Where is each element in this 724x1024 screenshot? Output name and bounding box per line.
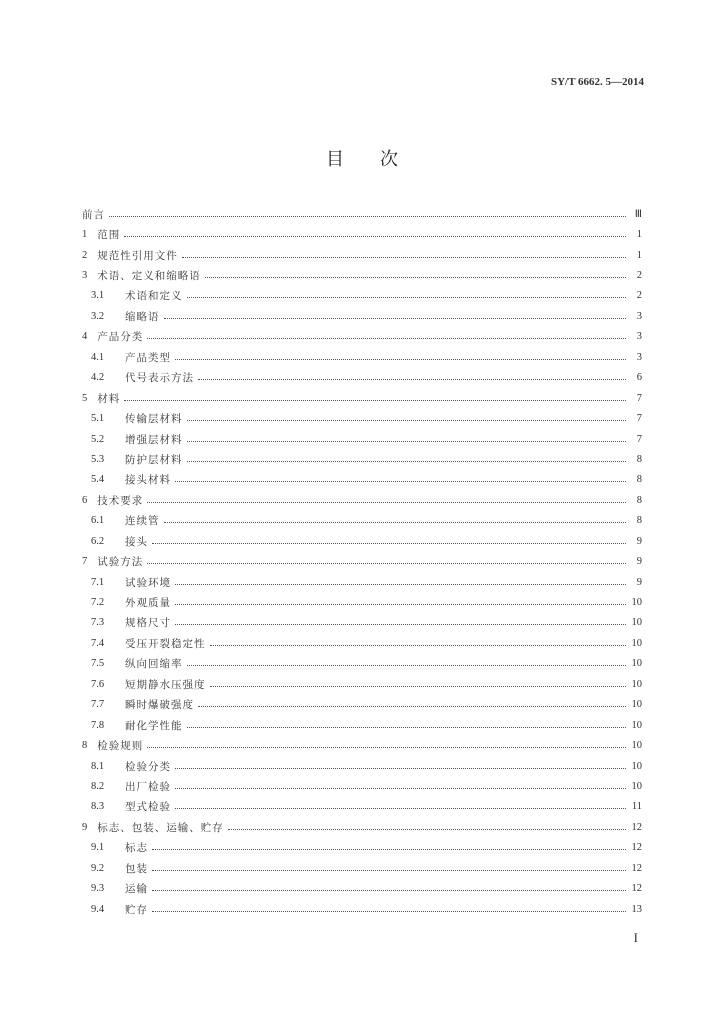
dot-leader (109, 216, 626, 217)
toc-entry-page: 8 (636, 474, 642, 486)
toc-entry-label: 包装 (125, 862, 148, 875)
toc-entry[interactable] (82, 899, 642, 919)
toc-entry-label: 产品类型 (125, 351, 171, 364)
dot-leader (175, 624, 626, 625)
toc-entry[interactable] (82, 449, 642, 469)
toc-entry-page: 12 (631, 862, 642, 874)
dot-leader (175, 584, 626, 585)
toc-entry-label: 范围 (97, 229, 121, 242)
toc-entry-page: 12 (631, 842, 642, 854)
toc-entry-number: 8 (82, 740, 88, 752)
toc-entry-page: 6 (636, 372, 642, 384)
toc-entry-page: 2 (636, 290, 642, 302)
toc-entry[interactable] (82, 695, 642, 715)
toc-entry-number: 5.4 (91, 474, 105, 486)
toc-entry-label: 规格尺寸 (125, 617, 171, 630)
toc-entry-label: 标志、包装、运输、贮存 (97, 821, 224, 834)
toc-entry-number: 2 (82, 249, 88, 261)
toc-entry[interactable] (82, 735, 642, 755)
dot-leader (187, 441, 627, 442)
toc-entry-label: 标志 (125, 842, 148, 855)
dot-leader (210, 645, 627, 646)
toc-entry-label: 防护层材料 (125, 453, 183, 466)
dot-leader (175, 481, 626, 482)
toc-entry-page: 9 (636, 576, 642, 588)
dot-leader (147, 338, 626, 339)
toc-entry-number: 9.2 (91, 862, 105, 874)
dot-leader (175, 808, 626, 809)
toc-entry-number: 7.7 (91, 699, 105, 711)
toc-entry[interactable] (82, 531, 642, 551)
toc-entry[interactable] (82, 776, 642, 796)
dot-leader (152, 870, 626, 871)
dot-leader (152, 849, 626, 850)
toc-entry-label: 技术要求 (97, 494, 144, 507)
toc-entry-number: 9.1 (91, 842, 105, 854)
dot-leader (124, 236, 626, 237)
toc-entry[interactable] (82, 327, 642, 347)
toc-entry[interactable] (82, 592, 642, 612)
toc-entry-number: 4.1 (91, 351, 105, 363)
toc-entry-page: 8 (636, 515, 642, 527)
toc-entry-page: 8 (636, 453, 642, 465)
toc-entry-number: 7.6 (91, 678, 105, 690)
toc-entry[interactable] (82, 756, 642, 776)
toc-entry[interactable] (82, 245, 642, 265)
toc-entry-number: 3.2 (91, 310, 105, 322)
dot-leader (124, 400, 626, 401)
toc-entry[interactable] (82, 817, 642, 837)
toc-entry[interactable] (82, 490, 642, 510)
dot-leader (152, 890, 626, 891)
toc-entry-number: 7.3 (91, 617, 105, 629)
toc-entry-page: 8 (636, 494, 642, 506)
toc-entry[interactable] (82, 551, 642, 571)
toc-entry-label: 接头 (125, 535, 148, 548)
dot-leader (198, 379, 626, 380)
toc-entry-page: 10 (631, 597, 642, 609)
toc-entry-label: 前言 (82, 208, 105, 221)
toc-entry[interactable] (82, 408, 642, 428)
toc-entry-page: 3 (636, 331, 642, 343)
toc-entry[interactable] (82, 265, 642, 285)
toc-entry-label: 规范性引用文件 (97, 249, 178, 262)
toc-entry-label: 增强层材料 (125, 433, 183, 446)
dot-leader (205, 277, 626, 278)
toc-entry[interactable] (82, 470, 642, 490)
toc-entry-number: 6.2 (91, 535, 105, 547)
dot-leader (187, 420, 627, 421)
toc-entry-label: 运输 (125, 883, 148, 896)
toc-entry-number: 5.1 (91, 413, 105, 425)
dot-leader (147, 502, 626, 503)
toc-entry-number: 5 (82, 392, 88, 404)
toc-entry-number: 8.2 (91, 780, 105, 792)
toc-entry-page: 10 (631, 658, 642, 670)
toc-entry[interactable] (82, 306, 642, 326)
toc-entry[interactable] (82, 858, 642, 878)
toc-entry-page: 7 (636, 413, 642, 425)
toc-entry-number: 8.3 (91, 801, 105, 813)
toc-entry-number: 1 (82, 229, 88, 241)
toc-entry-label: 短期静水压强度 (125, 678, 206, 691)
toc-entry-number: 9 (82, 821, 88, 833)
toc-entry-label: 术语、定义和缩略语 (97, 270, 201, 283)
toc-entry-number: 6 (82, 494, 88, 506)
dot-leader (182, 257, 626, 258)
dot-leader (175, 788, 626, 789)
toc-entry-label: 试验环境 (125, 576, 171, 589)
toc-entry-page: 10 (631, 678, 642, 690)
toc-entry-label: 代号表示方法 (125, 372, 194, 385)
page-number: I (633, 930, 638, 945)
toc-entry-page: 7 (636, 433, 642, 445)
dot-leader (187, 727, 627, 728)
toc-entry[interactable] (82, 286, 642, 306)
toc-entry-number: 5.2 (91, 433, 105, 445)
toc-entry-number: 4.2 (91, 372, 105, 384)
toc-entry-page: 10 (631, 617, 642, 629)
toc-entry-label: 检验规则 (97, 740, 144, 753)
toc-entry-number: 5.3 (91, 453, 105, 465)
dot-leader (187, 461, 627, 462)
toc-entry-number: 7.1 (91, 576, 105, 588)
dot-leader (228, 829, 626, 830)
toc-entry-page: 10 (631, 719, 642, 731)
toc-entry-number: 7.4 (91, 637, 105, 649)
toc-entry[interactable] (82, 224, 642, 244)
toc-entry-label: 材料 (97, 392, 121, 405)
toc-entry-label: 缩略语 (125, 310, 160, 323)
toc-entry-label: 连续管 (125, 515, 160, 528)
toc-entry-label: 接头材料 (125, 474, 171, 487)
toc-entry-number: 6.1 (91, 515, 105, 527)
toc-entry[interactable] (82, 633, 642, 653)
toc-entry-label: 出厂检验 (125, 780, 171, 793)
toc-entry-label: 瞬时爆破强度 (125, 699, 194, 712)
toc-entry-label: 贮存 (125, 903, 148, 916)
dot-leader (152, 543, 626, 544)
toc-entry[interactable] (82, 572, 642, 592)
toc-entry-page: 10 (631, 637, 642, 649)
toc-entry[interactable] (82, 347, 642, 367)
toc-entry-page: 12 (631, 821, 642, 833)
toc-entry-page: 9 (636, 556, 642, 568)
toc-entry-label: 型式检验 (125, 801, 171, 814)
dot-leader (175, 768, 626, 769)
toc-entry-page: 1 (636, 249, 642, 261)
toc-entry-page: 1 (636, 229, 642, 241)
dot-leader (147, 563, 626, 564)
toc-entry-number: 3 (82, 270, 88, 282)
toc-entry-page: 10 (631, 740, 642, 752)
dot-leader (175, 604, 626, 605)
dot-leader (164, 522, 627, 523)
toc-entry[interactable] (82, 797, 642, 817)
toc-entry-page: 10 (631, 760, 642, 772)
dot-leader (198, 706, 626, 707)
toc-entry[interactable] (82, 715, 642, 735)
toc-entry[interactable] (82, 674, 642, 694)
toc-entry-label: 受压开裂稳定性 (125, 637, 206, 650)
toc-entry-page: 2 (636, 270, 642, 282)
toc-entry[interactable] (82, 838, 642, 858)
toc-entry-label: 试验方法 (97, 556, 144, 569)
dot-leader (164, 318, 627, 319)
toc-entry-page: 7 (636, 392, 642, 404)
toc-entry[interactable] (82, 878, 642, 898)
toc-entry-number: 8.1 (91, 760, 105, 772)
toc-entry-number: 7.5 (91, 658, 105, 670)
dot-leader (187, 297, 627, 298)
toc-entry-page: 3 (636, 310, 642, 322)
toc-entry[interactable] (82, 368, 642, 388)
toc-entry[interactable] (82, 388, 642, 408)
toc-entry-page: 11 (631, 801, 642, 813)
toc-entry-label: 纵向回缩率 (125, 658, 183, 671)
toc-entry-page: 9 (636, 535, 642, 547)
toc-entry-number: 4 (82, 331, 88, 343)
toc-entry-label: 术语和定义 (125, 290, 183, 303)
toc-entry[interactable] (82, 429, 642, 449)
toc-entry-label: 检验分类 (125, 760, 171, 773)
toc-entry-number: 7.8 (91, 719, 105, 731)
toc-entry-number: 7.2 (91, 597, 105, 609)
toc-entry-label: 耐化学性能 (125, 719, 183, 732)
toc-entry-page: 12 (631, 883, 642, 895)
toc-entry-number: 7 (82, 556, 88, 568)
dot-leader (187, 665, 627, 666)
toc-entry-label: 外观质量 (125, 597, 171, 610)
document-code: SY/T 6662. 5—2014 (550, 76, 644, 88)
dot-leader (152, 911, 626, 912)
toc-entry-page: 10 (631, 699, 642, 711)
toc-entry-page: 13 (631, 903, 642, 915)
dot-leader (147, 747, 626, 748)
toc-entry-label: 产品分类 (97, 331, 144, 344)
toc-entry-page: 10 (631, 780, 642, 792)
toc-entry-number: 3.1 (91, 290, 105, 302)
toc-entry[interactable] (82, 204, 642, 224)
toc-entry-label: 传输层材料 (125, 413, 183, 426)
toc-entry-number: 9.3 (91, 883, 105, 895)
toc-entry-number: 9.4 (91, 903, 105, 915)
toc-title: 目次 (326, 149, 434, 170)
toc-entry-page: 3 (636, 351, 642, 363)
toc-entry[interactable] (82, 511, 642, 531)
dot-leader (175, 359, 626, 360)
toc-entry-page: Ⅲ (634, 209, 642, 221)
toc-entry[interactable] (82, 654, 642, 674)
toc-entry[interactable] (82, 613, 642, 633)
dot-leader (210, 686, 627, 687)
table-of-contents (82, 204, 642, 919)
